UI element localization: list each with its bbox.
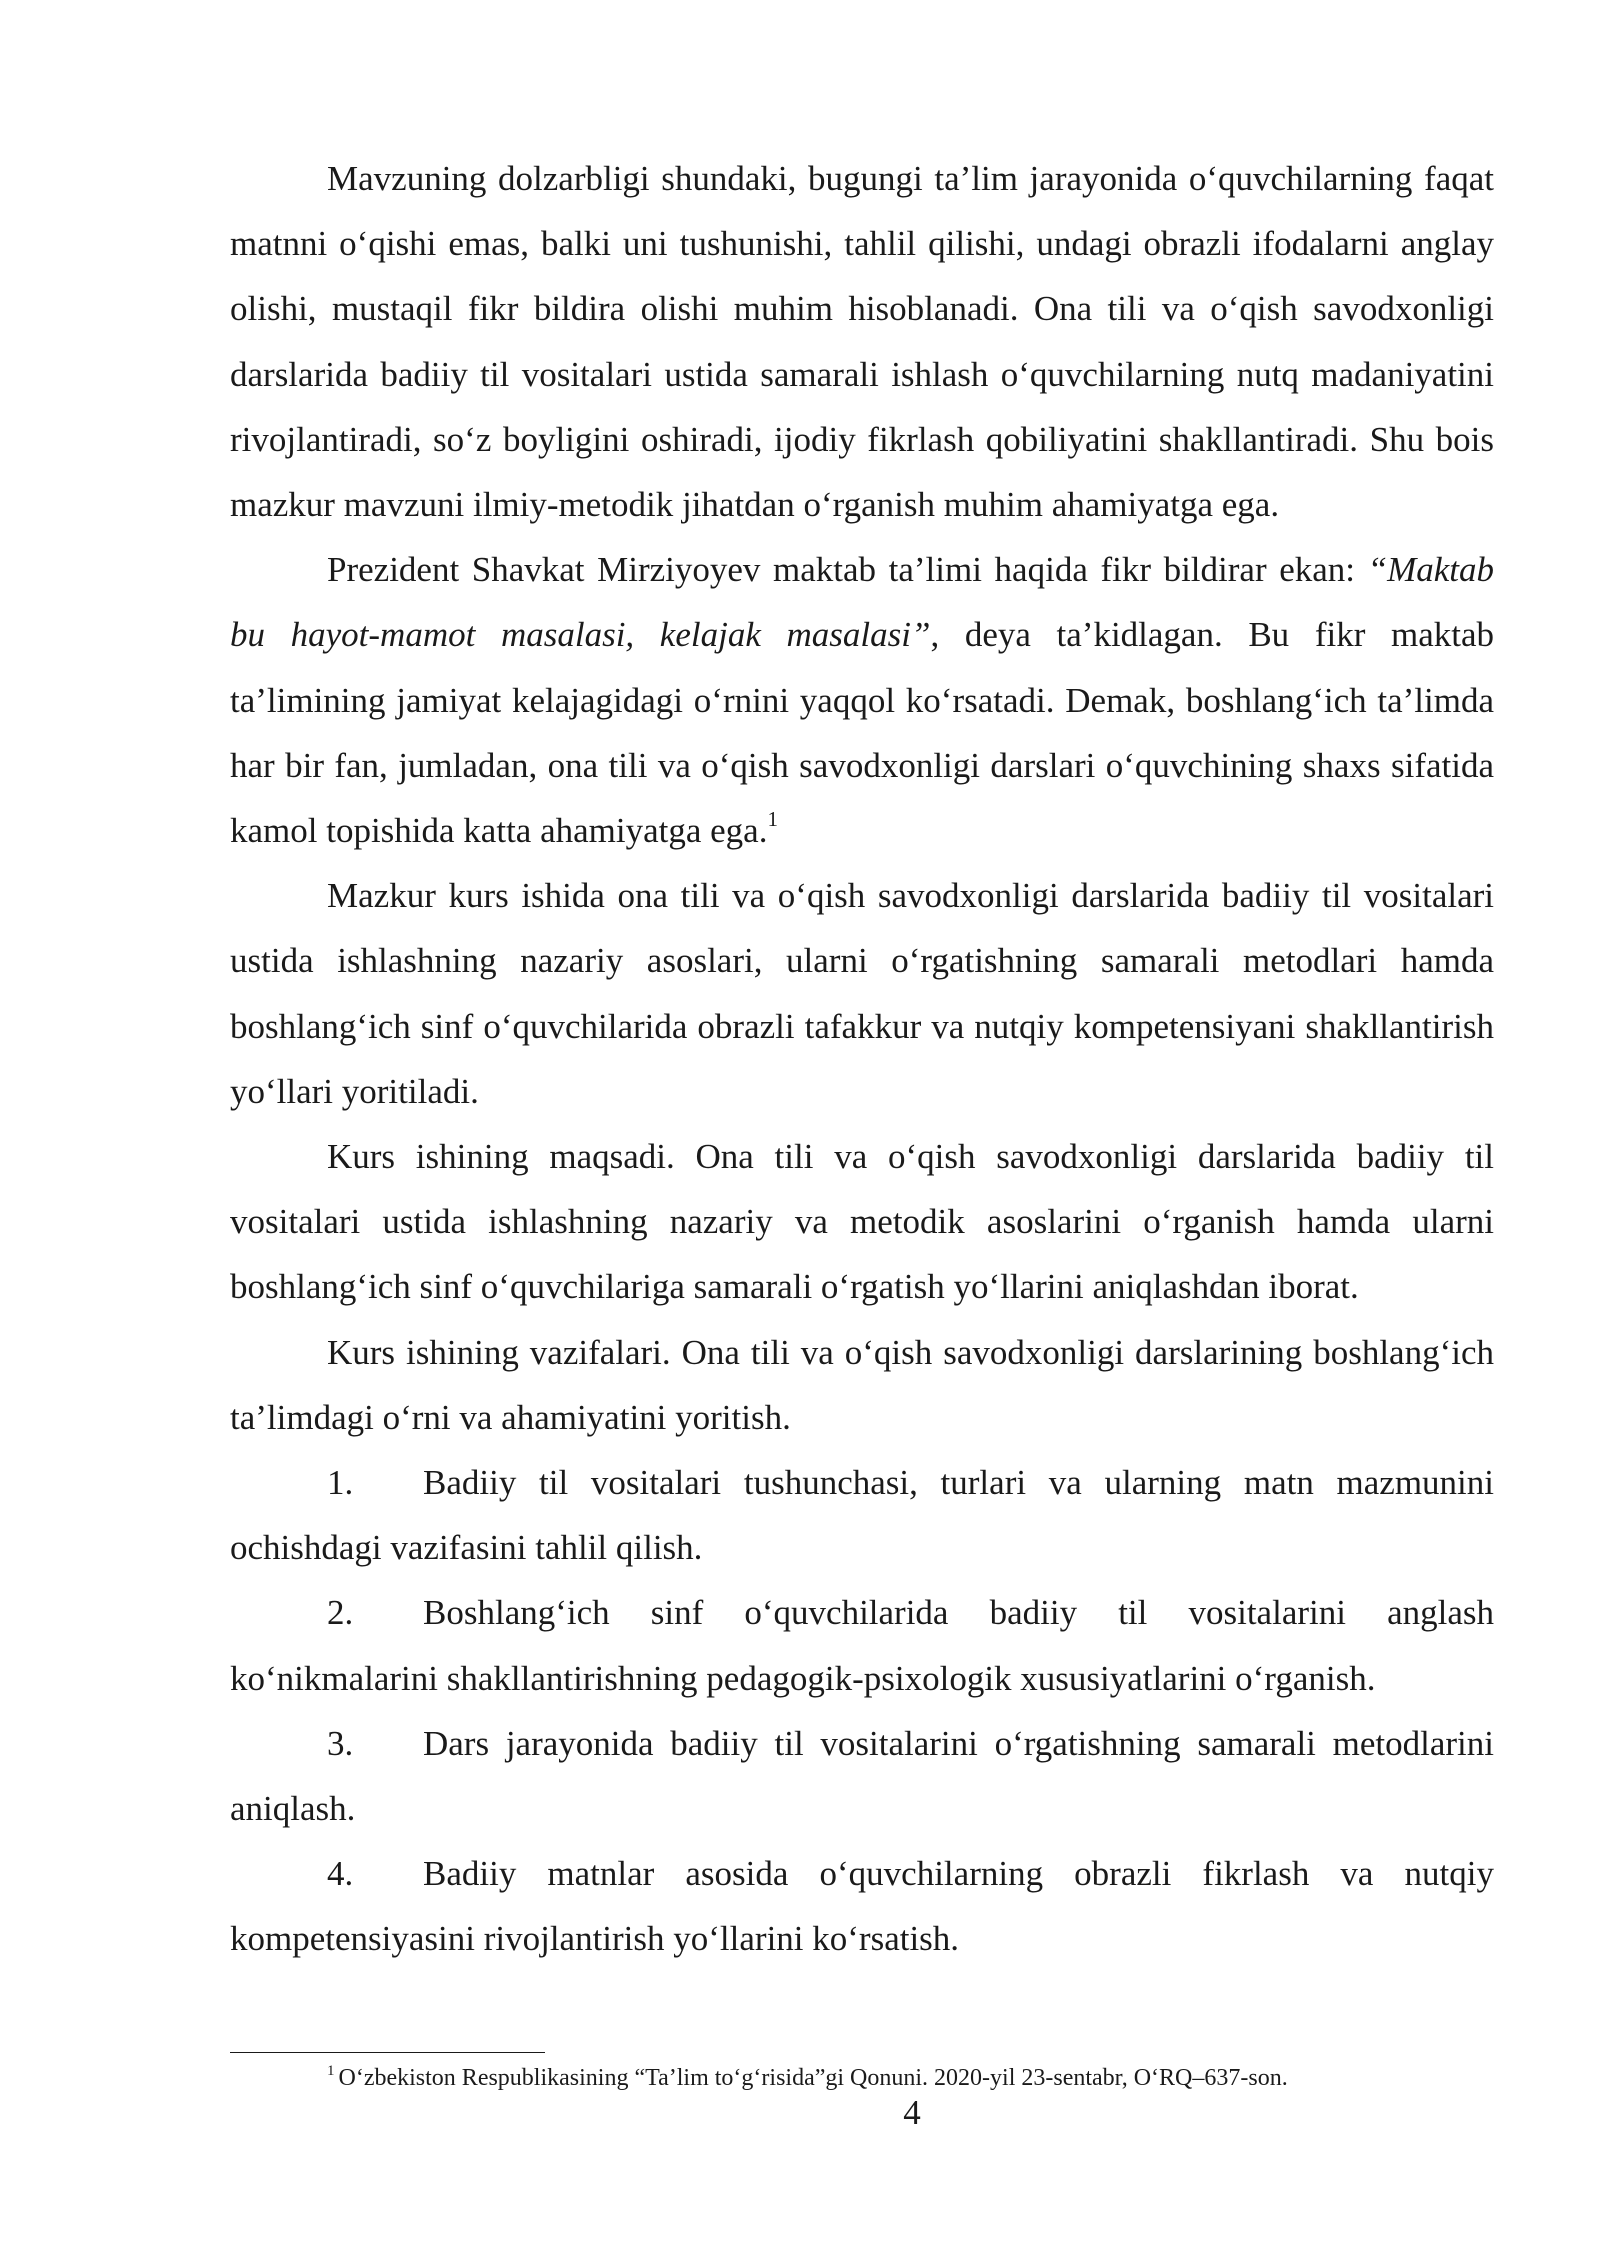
- footnote: [230, 2063, 1494, 2093]
- task-list-item: [230, 1841, 1494, 1971]
- task-list-item: [230, 1711, 1494, 1841]
- paragraph-president-quote: [230, 537, 1494, 863]
- footnote-separator: [230, 2052, 545, 2053]
- task-number: 2.: [327, 1593, 354, 1633]
- footnote-text: O‘zbekiston Respublikasining “Ta’lim to‘g‘risida”gi Qonuni. 2020-yil 23-sentabr, O‘RQ–637-son.: [338, 2065, 1288, 2091]
- paragraph-course-scope: Mazkur kurs ishida ona tili va o‘qish savodxonligi darslarida badiiy til vositalari ustida ishlashning nazariy asoslari, ularni o‘rgatishning samarali metodlari hamda boshlang‘ich sinf o‘quvchilarida obrazli tafakkur va nutqiy kompetensiyani shakllantirish yo‘llari yoritiladi.: [230, 876, 1494, 1111]
- paragraph-relevance: Mavzuning dolzarbligi shundaki, bugungi ta’lim jarayonida o‘quvchilarning faqat matnni o‘qishi emas, balki uni tushunishi, tahlil qilishi, undagi obrazli ifodalarni anglay olishi, mustaqil fikr bildira olishi muhim hisoblanadi. Ona tili va o‘qish savodxonligi darslarida badiiy til vositalari ustida samarali ishlash o‘quvchilarning nutq madaniyatini rivojlantiradi, so‘z boyligini oshiradi, ijodiy fikrlash qobiliyatini shakllantiradi. Shu bois mazkur mavzuni ilmiy-metodik jihatdan o‘rganish muhim ahamiyatga ega.: [230, 159, 1494, 525]
- president-quote: “Maktab bu hayot-mamot masalasi, kelajak masalasi”: [230, 550, 1494, 655]
- task-text: Dars jarayonida badiiy til vositalarini o‘rgatishning samarali metodlarini aniqlash.: [230, 1723, 1494, 1829]
- task-number: 1.: [327, 1463, 354, 1503]
- task-list-item: [230, 1580, 1494, 1710]
- task-list-item: [230, 1450, 1494, 1580]
- footnote-marker: 1: [327, 2063, 335, 2079]
- task-text: Badiiy til vositalari tushunchasi, turlari va ularning matn mazmunini ochishdagi vazifasini tahlil qilish.: [230, 1463, 1494, 1568]
- task-text: Badiiy matnlar asosida o‘quvchilarning obrazli fikrlash va nutqiy kompetensiyasini rivojlantirish yo‘llarini ko‘rsatish.: [230, 1854, 1494, 1959]
- task-text: Boshlang‘ich sinf o‘quvchilarida badiiy til vositalarini anglash ko‘nikmalarini shakllantirishning pedagogik-psixologik xususiyatlarini o‘rganish.: [230, 1593, 1494, 1698]
- paragraph-course-tasks: Kurs ishining vazifalari. Ona tili va o‘qish savodxonligi darslarining boshlang‘ich ta’limdagi o‘rni va ahamiyatini yoritish.: [230, 1332, 1494, 1437]
- page-number: 4: [903, 2093, 921, 2132]
- quote-intro: Prezident Shavkat Mirziyoyev maktab ta’limi haqida fikr bildirar ekan:: [327, 550, 1368, 590]
- task-number: 3.: [327, 1723, 354, 1763]
- quote-rest: , deya ta’kidlagan. Bu fikr maktab ta’limining jamiyat kelajagidagi o‘rnini yaqqol ko‘rsatadi. Demak, boshlang‘ich ta’limda har bir fan, jumladan, ona tili va o‘qish savodxonligi darslari o‘quvchining shaxs sifatida kamol topishida katta ahamiyatga ega.: [230, 615, 1495, 851]
- paragraph-course-goal: Kurs ishining maqsadi. Ona tili va o‘qish savodxonligi darslarida badiiy til vositalari ustida ishlashning nazariy va metodik asoslarini o‘rganish hamda ularni boshlang‘ich sinf o‘quvchilariga samarali o‘rgatish yo‘llarini aniqlashdan iborat.: [230, 1137, 1494, 1307]
- body-text: [230, 146, 1494, 1972]
- task-number: 4.: [327, 1854, 354, 1894]
- footnote-reference[interactable]: 1: [767, 807, 778, 832]
